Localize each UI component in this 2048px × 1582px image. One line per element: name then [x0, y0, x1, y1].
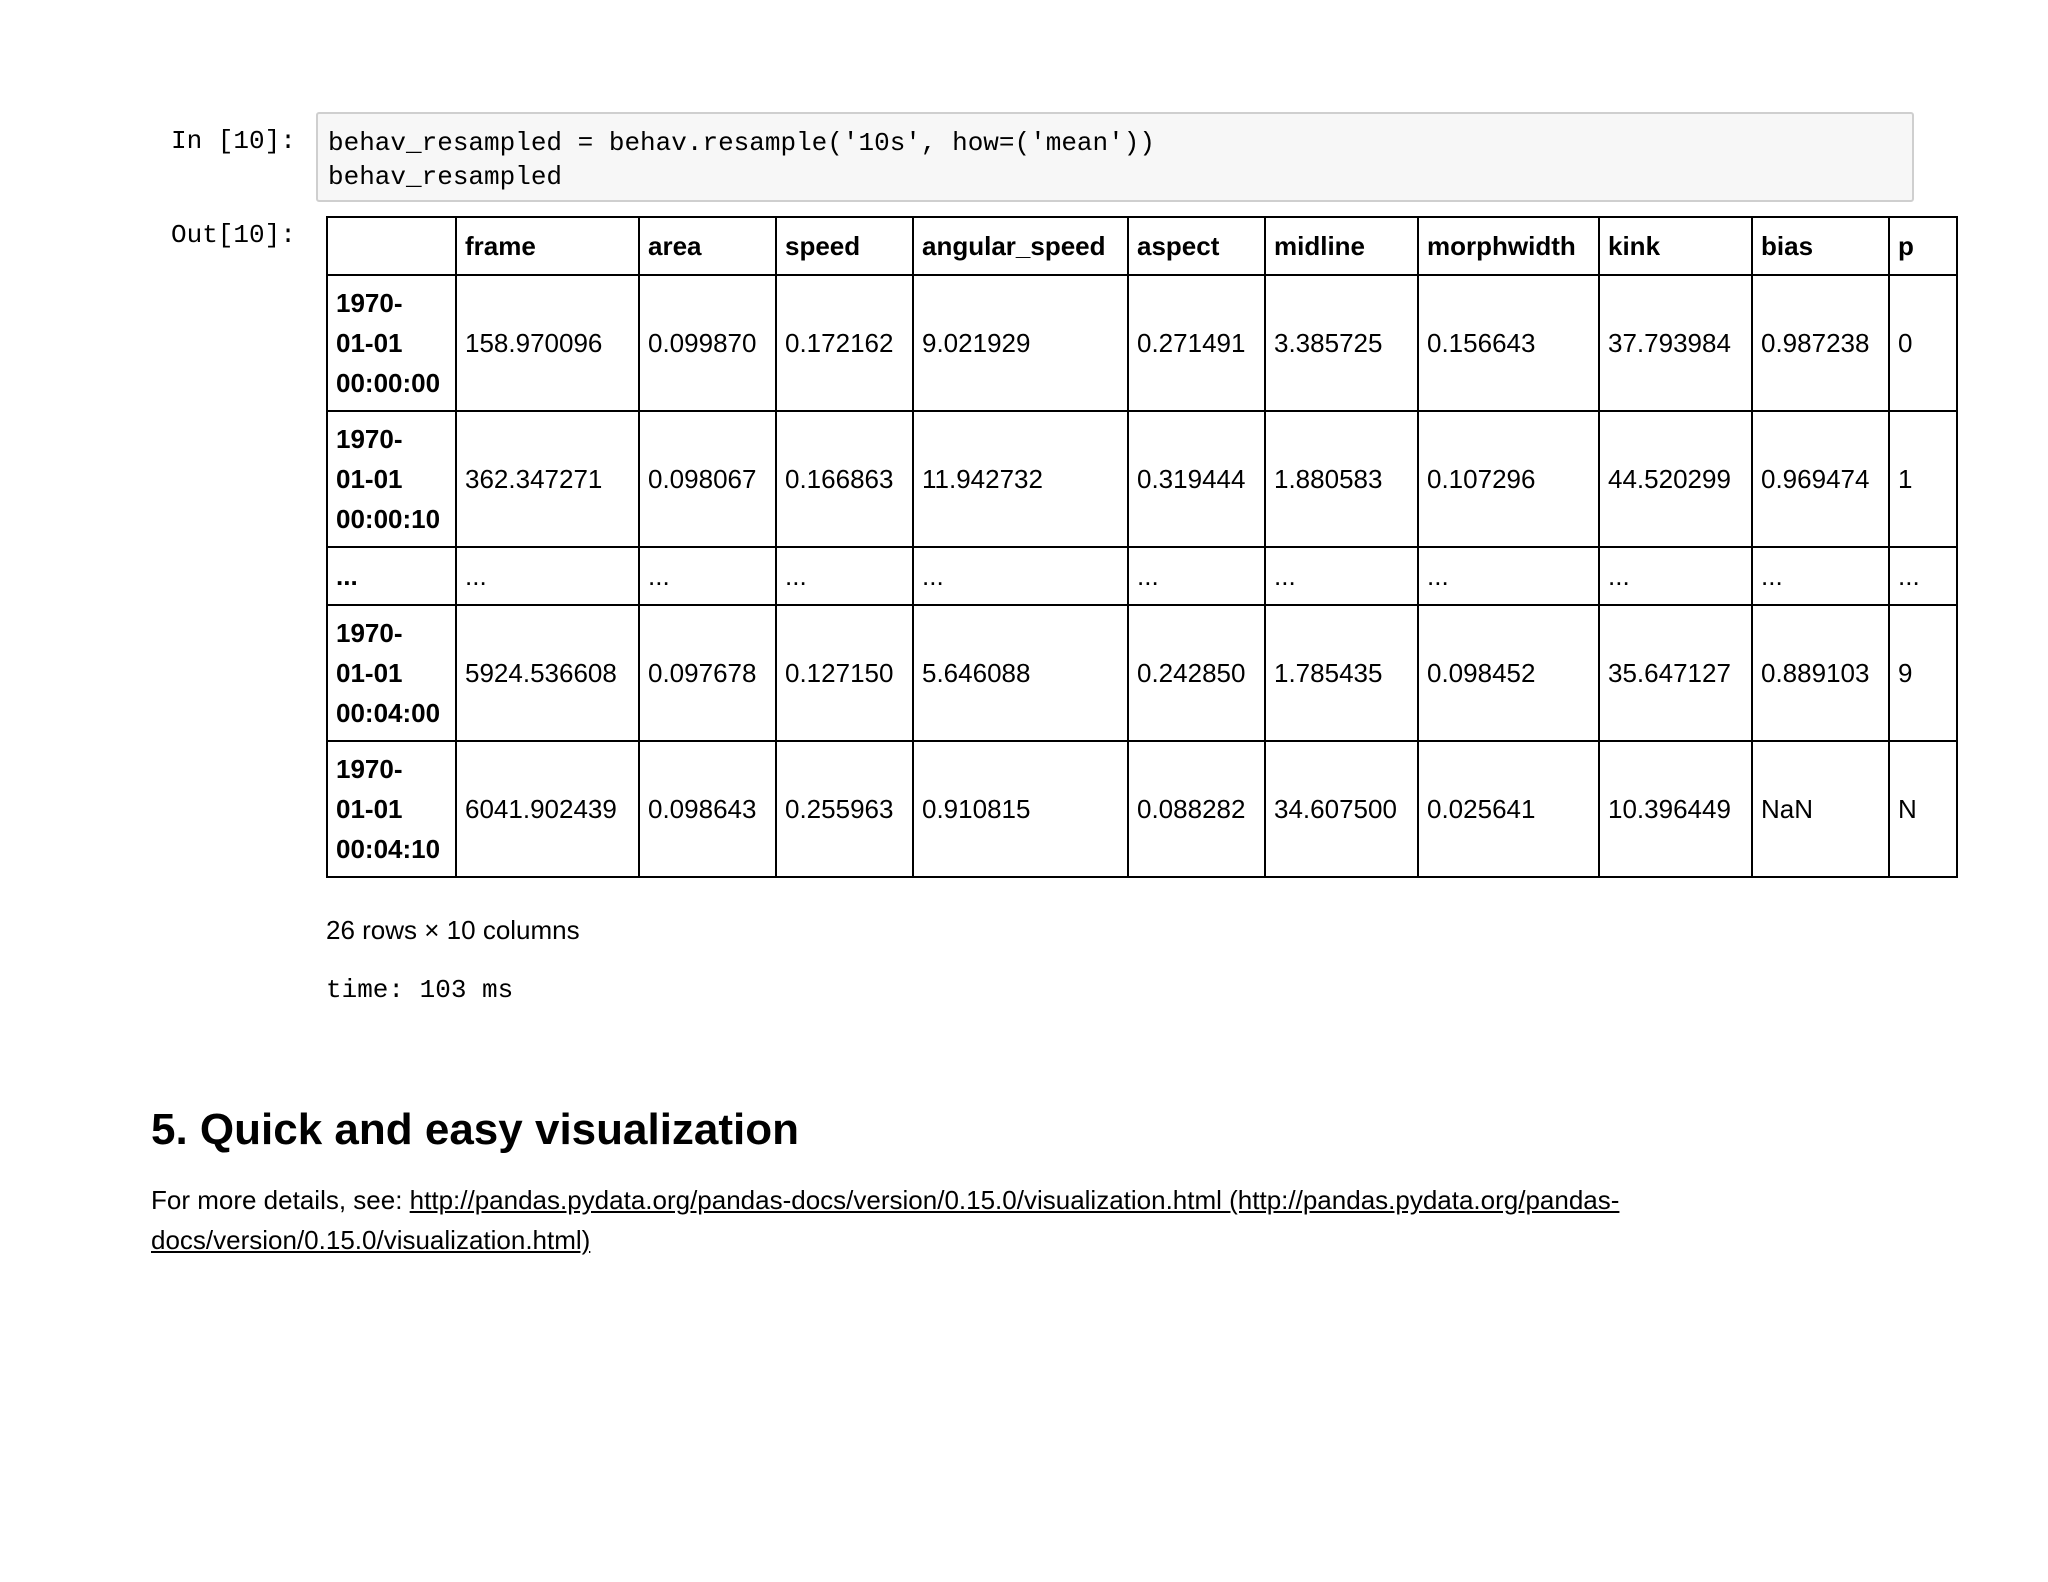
- row-index-part: 1970-: [336, 424, 403, 454]
- table-cell: ...: [776, 547, 913, 605]
- row-index-part: 1970-: [336, 288, 403, 318]
- table-cell: 0.987238: [1752, 275, 1889, 411]
- table-row: [327, 605, 1957, 741]
- table-cell: 37.793984: [1599, 275, 1752, 411]
- table-cell: NaN: [1752, 741, 1889, 877]
- table-cell: 35.647127: [1599, 605, 1752, 741]
- table-cell: 0.969474: [1752, 411, 1889, 547]
- table-cell: 0.910815: [913, 741, 1128, 877]
- column-header-morphwidth: morphwidth: [1418, 217, 1599, 275]
- table-cell: ...: [639, 547, 776, 605]
- table-cell: 0.099870: [639, 275, 776, 411]
- table-cell: 362.347271: [456, 411, 639, 547]
- table-cell: 1.785435: [1265, 605, 1418, 741]
- column-header-speed: speed: [776, 217, 913, 275]
- table-cell: N: [1889, 741, 1957, 877]
- table-cell: 0.098067: [639, 411, 776, 547]
- table-cell: 0.127150: [776, 605, 913, 741]
- table-cell: ...: [1128, 547, 1265, 605]
- row-index-part: 1970-: [336, 754, 403, 784]
- table-cell: 9.021929: [913, 275, 1128, 411]
- row-index-cell: [327, 605, 456, 741]
- table-cell: 0.098452: [1418, 605, 1599, 741]
- row-index-cell: [327, 741, 456, 877]
- column-header-angular_speed: angular_speed: [913, 217, 1128, 275]
- column-header-aspect: aspect: [1128, 217, 1265, 275]
- table-cell: 3.385725: [1265, 275, 1418, 411]
- table-cell: 0: [1889, 275, 1957, 411]
- table-cell: 1.880583: [1265, 411, 1418, 547]
- table-cell: 9: [1889, 605, 1957, 741]
- row-index-part: 01-01: [336, 794, 403, 824]
- table-cell: 0.166863: [776, 411, 913, 547]
- section-paragraph: [151, 1180, 1911, 1260]
- row-index-cell: [327, 547, 456, 605]
- execution-time: time: 103 ms: [326, 975, 514, 1005]
- row-index-part: 00:00:00: [336, 368, 441, 398]
- table-cell: 44.520299: [1599, 411, 1752, 547]
- index-header-cell: [327, 217, 456, 275]
- table-cell: 11.942732: [913, 411, 1128, 547]
- row-index-part: 01-01: [336, 328, 403, 358]
- dataframe-shape-summary: 26 rows × 10 columns: [326, 915, 580, 945]
- table-row: [327, 411, 1957, 547]
- dataframe-table: [326, 216, 1958, 878]
- table-cell: 10.396449: [1599, 741, 1752, 877]
- table-cell: 0.098643: [639, 741, 776, 877]
- code-input-cell[interactable]: [316, 112, 1914, 202]
- table-cell: 0.107296: [1418, 411, 1599, 547]
- table-cell: 34.607500: [1265, 741, 1418, 877]
- column-header-frame: frame: [456, 217, 639, 275]
- column-header-bias: bias: [1752, 217, 1889, 275]
- table-cell: ...: [1889, 547, 1957, 605]
- table-cell: ...: [913, 547, 1128, 605]
- row-index-part: 1970-: [336, 618, 403, 648]
- table-cell: ...: [1418, 547, 1599, 605]
- column-header-midline: midline: [1265, 217, 1418, 275]
- table-cell: 5.646088: [913, 605, 1128, 741]
- table-cell: 0.242850: [1128, 605, 1265, 741]
- table-cell: 5924.536608: [456, 605, 639, 741]
- table-cell: 0.889103: [1752, 605, 1889, 741]
- table-row: [327, 547, 1957, 605]
- table-cell: 0.319444: [1128, 411, 1265, 547]
- table-cell: 0.088282: [1128, 741, 1265, 877]
- row-index-part: 01-01: [336, 464, 403, 494]
- table-cell: 0.271491: [1128, 275, 1265, 411]
- table-cell: 0.255963: [776, 741, 913, 877]
- row-index-part: 00:00:10: [336, 504, 441, 534]
- table-row: [327, 741, 1957, 877]
- column-header-area: area: [639, 217, 776, 275]
- row-index-part: ...: [336, 561, 358, 591]
- table-cell: ...: [456, 547, 639, 605]
- section-heading: 5. Quick and easy visualization: [151, 1105, 800, 1154]
- table-cell: 1: [1889, 411, 1957, 547]
- table-cell: 0.097678: [639, 605, 776, 741]
- row-index-cell: [327, 411, 456, 547]
- table-cell: 0.172162: [776, 275, 913, 411]
- paragraph-prefix: For more details, see:: [151, 1185, 410, 1215]
- dataframe-output: [326, 216, 1920, 883]
- column-header-kink: kink: [1599, 217, 1752, 275]
- row-index-cell: [327, 275, 456, 411]
- table-cell: ...: [1752, 547, 1889, 605]
- table-row: [327, 275, 1957, 411]
- table-cell: 158.970096: [456, 275, 639, 411]
- row-index-part: 00:04:10: [336, 834, 441, 864]
- code-line: behav_resampled: [328, 162, 563, 192]
- table-cell: 0.025641: [1418, 741, 1599, 877]
- output-prompt: Out[10]:: [171, 220, 296, 250]
- code-line: behav_resampled = behav.resample('10s', how=('mean')): [328, 128, 1155, 158]
- table-body: [327, 275, 1957, 877]
- row-index-part: 01-01: [336, 658, 403, 688]
- column-header-p: p: [1889, 217, 1957, 275]
- table-cell: ...: [1265, 547, 1418, 605]
- table-cell: 0.156643: [1418, 275, 1599, 411]
- input-prompt: In [10]:: [171, 126, 296, 156]
- table-cell: 6041.902439: [456, 741, 639, 877]
- visualization-docs-link[interactable]: http://pandas.pydata.org/pandas-docs/version/0.15.0/visualization.html (http://pandas.pydata.org/pandas-docs/version/0.15.0/visualization.html): [151, 1185, 1620, 1255]
- table-cell: ...: [1599, 547, 1752, 605]
- table-header-row: [327, 217, 1957, 275]
- row-index-part: 00:04:00: [336, 698, 441, 728]
